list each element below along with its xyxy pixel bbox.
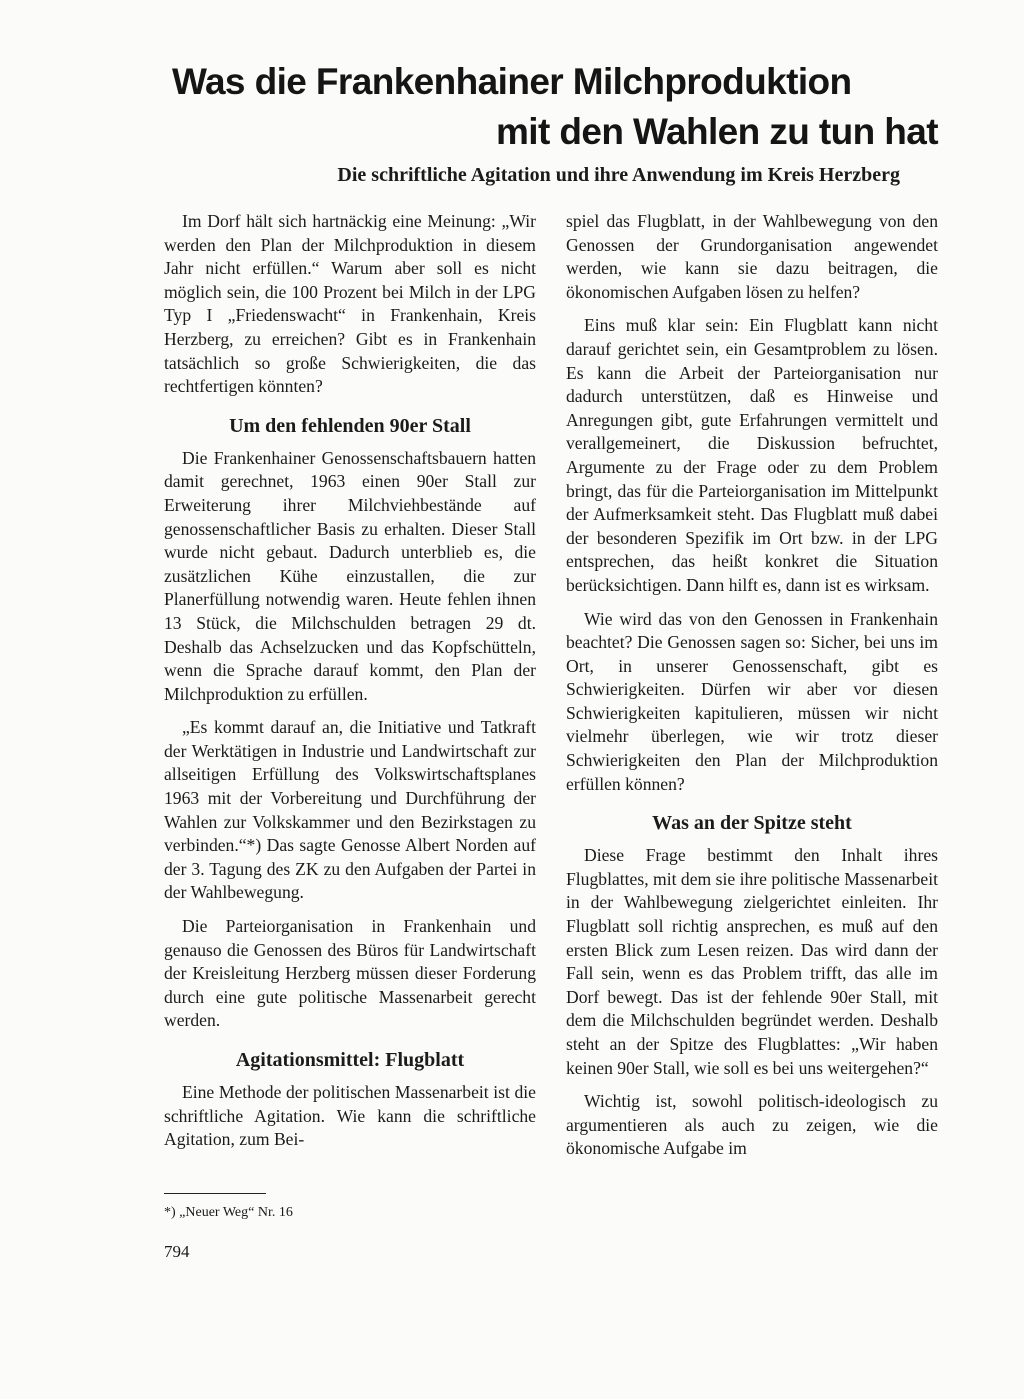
footnote: *) „Neuer Weg“ Nr. 16	[164, 1205, 293, 1220]
article-subtitle: Die schriftliche Agitation und ihre Anwendung im Kreis Herzberg	[337, 164, 900, 186]
section-heading: Agitationsmittel: Flugblatt	[235, 1049, 465, 1071]
paragraph: Die Frankenhainer Genossenschaftsbauern hatten damit gerechnet, 1963 einen 90er Stall zur Erweiterung ihrer Milchviehbestände auf genossenschaftlicher Basis zu erhalten. Dieser Stall wurde nicht gebaut. Dadurch unterblieb es, die zusätzlichen Kühe einzustallen, die zur Planerfüllung notwendig waren. Heute fehlen ihnen 13 Stück, die Milchschulden betragen 29 dt. Deshalb das Achselzucken und das Kopfschütteln, wenn die Sprache darauf kommt, den Plan der Milchproduktion zu erfüllen.	[164, 447, 536, 704]
left-column	[164, 210, 536, 1162]
article-title-line-2: mit den Wahlen zu tun hat	[496, 111, 938, 152]
paragraph: Eins muß klar sein: Ein Flugblatt kann nicht darauf gerichtet sein, ein Gesamtproblem zu lösen. Es kann die Arbeit der Parteiorganisation nur dadurch unterstützen, daß es Hinweise und Anregungen gibt, gute Erfahrungen vermittelt und verallgemeinert, die Diskussion befruchtet, Argumente zu der Frage oder zu dem Problem bringt, das für die Parteiorganisation im Mittelpunkt der Aufmerksamkeit steht. Das Flugblatt muß dabei der besonderen Spezifik im Ort bzw. in der LPG entsprechen, das heißt konkret die Situation berücksichtigen. Dann hilft es, dann ist es wirksam.	[566, 315, 938, 595]
footnote-rule	[164, 1193, 266, 1194]
paragraph: spiel das Flugblatt, in der Wahlbewegung von den Genossen der Grundorganisation angewendet werden, wie kann sie dazu beitragen, die ökonomischen Aufgaben lösen zu helfen?	[566, 211, 938, 302]
paragraph: Diese Frage bestimmt den Inhalt ihres Flugblattes, mit dem sie ihre politische Massenarbeit in der Wahlbewegung zielgerichtet einleiten. Ihr Flugblatt soll richtig ansprechen, es muß auf den ersten Blick zum Lesen reizen. Das wird dann der Fall sein, wenn es das Problem trifft, das alle im Dorf bewegt. Das ist der fehlende 90er Stall, mit dem die Milchschulden begründet werden. Deshalb steht an der Spitze des Flugblattes: „Wir haben keinen 90er Stall, wie soll es bei uns weitergehen?“	[566, 845, 938, 1078]
article-title-line-1: Was die Frankenhainer Milchproduktion	[172, 61, 852, 102]
right-column	[566, 210, 938, 1171]
paragraph: Im Dorf hält sich hartnäckig eine Meinung: „Wir werden den Plan der Milchproduktion in diesem Jahr nicht erfüllen.“ Warum aber soll es nicht möglich sein, die 100 Prozent bei Milch in der LPG Typ I „Friedenswacht“ in Frankenhain, Kreis Herzberg, zu erreichen? Gibt es in Frankenhain tatsächlich so große Schwierigkeiten, die das rechtfertigen könnten?	[164, 211, 536, 397]
paragraph: Die Parteiorganisation in Frankenhain und genauso die Genossen des Büros für Landwirtschaft der Kreisleitung Herzberg müssen dieser Forderung durch eine gute politische Massenarbeit gerecht werden.	[164, 916, 536, 1031]
page-number: 794	[164, 1242, 190, 1261]
paragraph: Wie wird das von den Genossen in Frankenhain beachtet? Die Genossen sagen so: Sicher, bei uns im Ort, in unserer Genossenschaft, gibt es Schwierigkeiten. Dürfen wir aber vor diesen Schwierigkeiten kapitulieren, müssen wir nicht vielmehr überlegen, wie wir trotz dieser Schwierigkeiten den Plan der Milchproduktion erfüllen können?	[566, 608, 938, 794]
paragraph: „Es kommt darauf an, die Initiative und Tatkraft der Werktätigen in Industrie und Landwirtschaft zur allseitigen Erfüllung des Volkswirtschaftsplanes 1963 mit der Vorbereitung und Durchführung der Wahlen zur Volkskammer und den Bezirkstagen zu verbinden.“*) Das sagte Genosse Albert Norden auf der 3. Tagung des ZK zu den Aufgaben der Partei in der Wahlbewegung.	[164, 717, 536, 903]
section-heading: Um den fehlenden 90er Stall	[229, 414, 471, 437]
section-heading: Was an der Spitze steht	[652, 812, 852, 835]
paragraph: Wichtig ist, sowohl politisch-ideologisch zu argumentieren als auch zu zeigen, wie die ökonomische Aufgabe im	[566, 1091, 938, 1159]
paragraph: Eine Methode der politischen Massenarbeit ist die schriftliche Agitation. Wie kann die schriftliche Agitation, zum Bei-	[164, 1082, 536, 1150]
